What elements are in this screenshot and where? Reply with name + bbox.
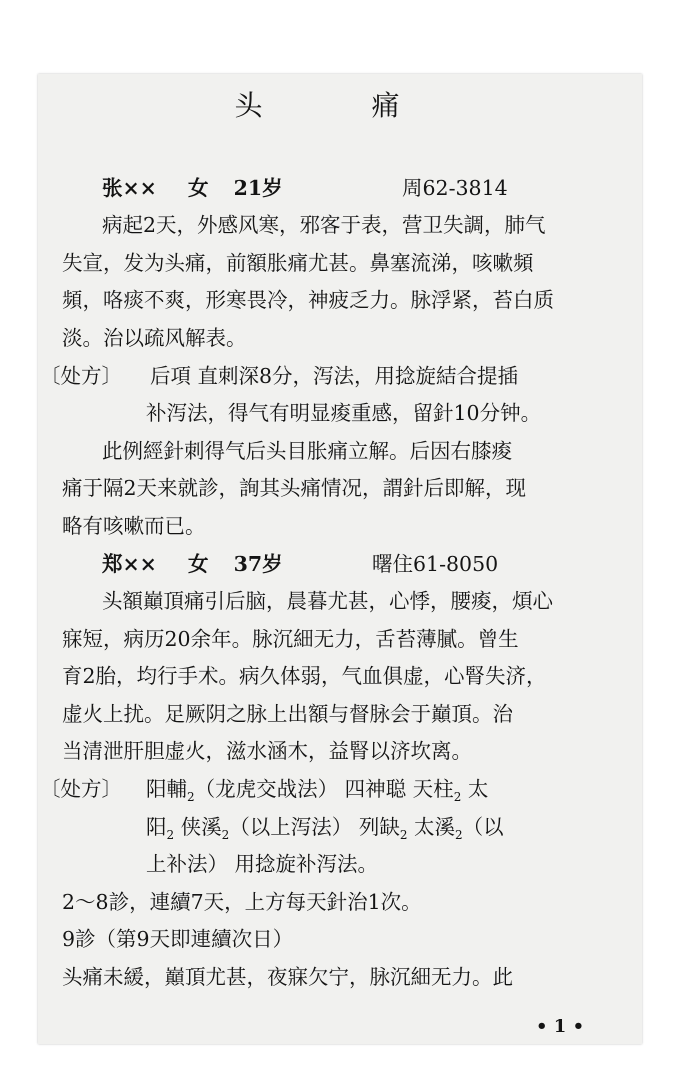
case2-line: 头額巔頂痛引后脑，晨暮尤甚，心悸，腰痠，煩心: [102, 589, 553, 613]
case1-note-line: 略有咳嗽而已。: [62, 514, 206, 538]
rx-sub: 2: [166, 828, 175, 842]
page-title: 头 痛: [234, 89, 450, 122]
rx-text: 上补法） 用捻旋补泻法。: [146, 852, 379, 876]
rx-sub: 2: [187, 790, 195, 804]
case2-id: 曙住61-8050: [372, 552, 499, 576]
case1-note-line: 痛于隔2天来就診，詢其头痛情况，謂針后即解，现: [62, 476, 527, 500]
case2-name: 郑××: [102, 552, 157, 576]
case1-line: 失宣，发为头痛，前額胀痛尤甚。鼻塞流涕，咳嗽頻: [62, 251, 534, 275]
case2-follow-line: 9診（第9天即連續次日）: [62, 927, 294, 951]
case1-line: 頻，咯痰不爽，形寒畏冷，神疲乏力。脉浮紧，苔白质: [62, 288, 554, 312]
case2-line: 当清泄肝胆虚火，滋水涵木，益腎以济坎离。: [62, 739, 472, 763]
page-number: • 1 •: [536, 1016, 585, 1037]
rx-text: （以上泻法） 列缺: [229, 815, 400, 839]
case2-rx-label: 〔处方〕: [40, 777, 122, 801]
case2-line: 寐短，病历20余年。脉沉細无力，舌苔薄膩。曾生: [62, 627, 519, 651]
rx-sub: 2: [455, 828, 463, 842]
case2-follow-line: 头痛未緩，巔頂尤甚，夜寐欠宁，脉沉細无力。此: [62, 965, 513, 989]
case2-line: 虚火上扰。足厥阴之脉上出額与督脉会于巔頂。治: [62, 702, 513, 726]
rx-text: （龙虎交战法） 四神聪 天柱: [194, 777, 454, 801]
case1-line: 病起2天，外感风寒，邪客于表，营卫失調，肺气: [102, 213, 546, 237]
case2-header: [102, 546, 499, 584]
case2-sex: 女: [188, 552, 209, 576]
case2-follow-line: 2～8診，連續7天，上方每天針治1次。: [62, 890, 422, 914]
case2-age: 37岁: [233, 552, 283, 576]
rx-text: 太溪: [407, 815, 456, 839]
rx-text: 侠溪: [174, 815, 222, 839]
case1-sex: 女: [188, 176, 209, 200]
case1-rx-line: 后項 直刺深8分，泻法，用捻旋結合提插: [150, 364, 519, 388]
rx-text: （以: [462, 815, 504, 839]
case1-rx-line: 补泻法，得气有明显痠重感，留針10分钟。: [146, 401, 542, 425]
case1-id: 周62-3814: [402, 176, 508, 200]
case1-header: [102, 170, 508, 208]
case1-name: 张××: [102, 176, 157, 200]
rx-sub: 2: [453, 790, 462, 804]
rx-text: 太: [461, 777, 489, 801]
case2-rx-line: [146, 846, 378, 884]
rx-text: 阳: [146, 815, 167, 839]
case1-note-line: 此例經針刺得气后头目胀痛立解。后因右膝痠: [102, 439, 512, 463]
case1-age: 21岁: [233, 176, 283, 200]
case1-line: 淡。治以疏风解表。: [62, 326, 247, 350]
rx-text: 阳輔: [146, 777, 187, 801]
case1-rx-label: 〔处方〕: [40, 364, 122, 388]
case2-line: 育2胎，均行手术。病久体弱，气血俱虚，心腎失济，: [62, 664, 547, 688]
rx-sub: 2: [399, 828, 408, 842]
rx-sub: 2: [221, 828, 230, 842]
